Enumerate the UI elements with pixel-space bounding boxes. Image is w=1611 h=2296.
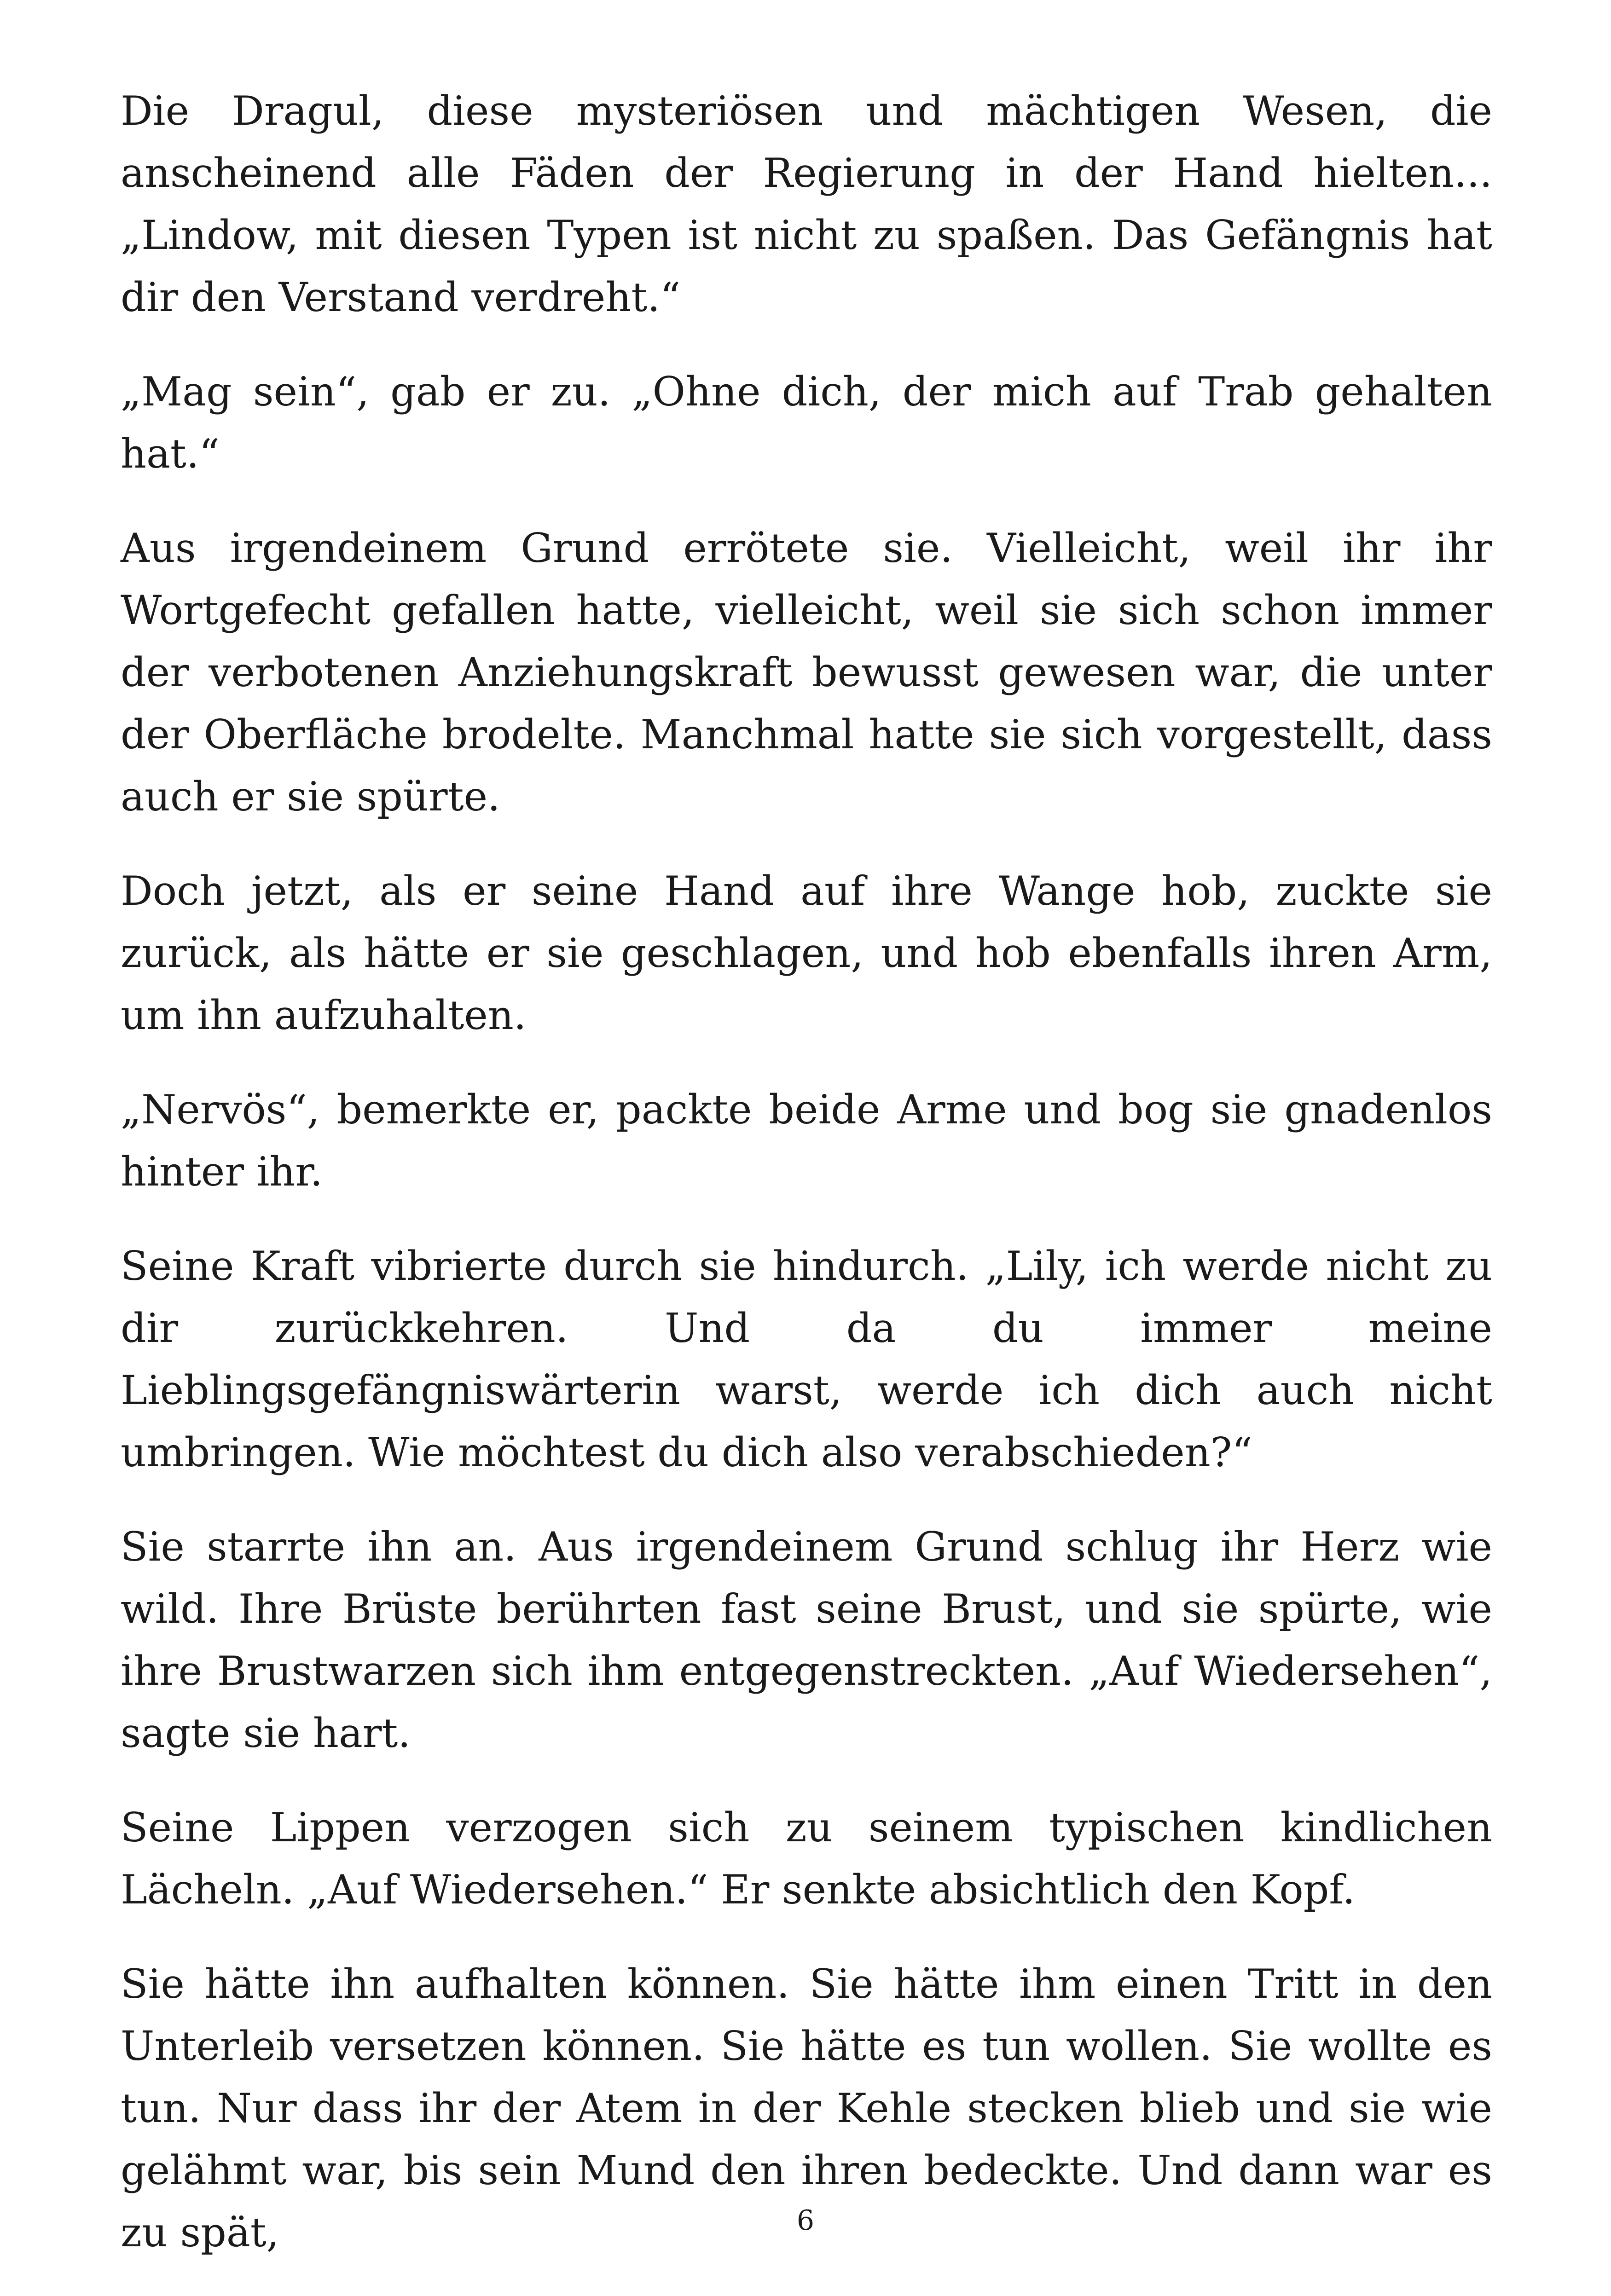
paragraph-4: Doch jetzt, als er seine Hand auf ihre Wange hob, zuckte sie zurück, als hätte er sie geschlagen, und hob ebenfalls ihren Arm, um ihn aufzuhalten. [121,868,1492,1039]
paragraph-3: Aus irgendeinem Grund errötete sie. Vielleicht, weil ihr ihr Wortgefecht gefallen hatte, vielleicht, weil sie sich schon immer der verbotenen Anziehungskraft bewusst gewesen war, die unter der Oberfläche brodelte. Manchmal hatte sie sich vorgestellt, dass auch er sie spürte. [121,525,1492,820]
body-text [121,80,1492,2296]
page-number: 6 [796,2204,815,2237]
paragraph-8: Seine Lippen verzogen sich zu seinem typischen kindlichen Lächeln. „Auf Wiedersehen.“ Er senkte absichtlich den Kopf. [121,1804,1492,1913]
paragraph-6: Seine Kraft vibrierte durch sie hindurch. „Lily, ich werde nicht zu dir zurückkehren. Und da du immer meine Lieblingsgefängniswärterin warst, werde ich dich auch nicht umbringen. Wie möchtest du dich also verabschieden?“ [121,1243,1492,1476]
paragraph-9: Sie hätte ihn aufhalten können. Sie hätte ihm einen Tritt in den Unterleib versetzen können. Sie hätte es tun wollen. Sie wollte es tun. Nur dass ihr der Atem in der Kehle stecken blieb und sie wie gelähmt war, bis sein Mund den ihren bedeckte. Und dann war es zu spät, [121,1961,1492,2256]
paragraph-1: Die Dragul, diese mysteriösen und mächtigen Wesen, die anscheinend alle Fäden der Regierung in der Hand hielten... „Lindow, mit diesen Typen ist nicht zu spaßen. Das Gefängnis hat dir den Verstand verdreht.“ [121,87,1492,321]
paragraph-7: Sie starrte ihn an. Aus irgendeinem Grund schlug ihr Herz wie wild. Ihre Brüste berührten fast seine Brust, und sie spürte, wie ihre Brustwarzen sich ihm entgegenstreckten. „Auf Wiedersehen“, sagte sie hart. [121,1523,1492,1757]
paragraph-5: „Nervös“, bemerkte er, packte beide Arme und bog sie gnadenlos hinter ihr. [121,1086,1492,1195]
paragraph-2: „Mag sein“, gab er zu. „Ohne dich, der mich auf Trab gehalten hat.“ [121,368,1492,477]
